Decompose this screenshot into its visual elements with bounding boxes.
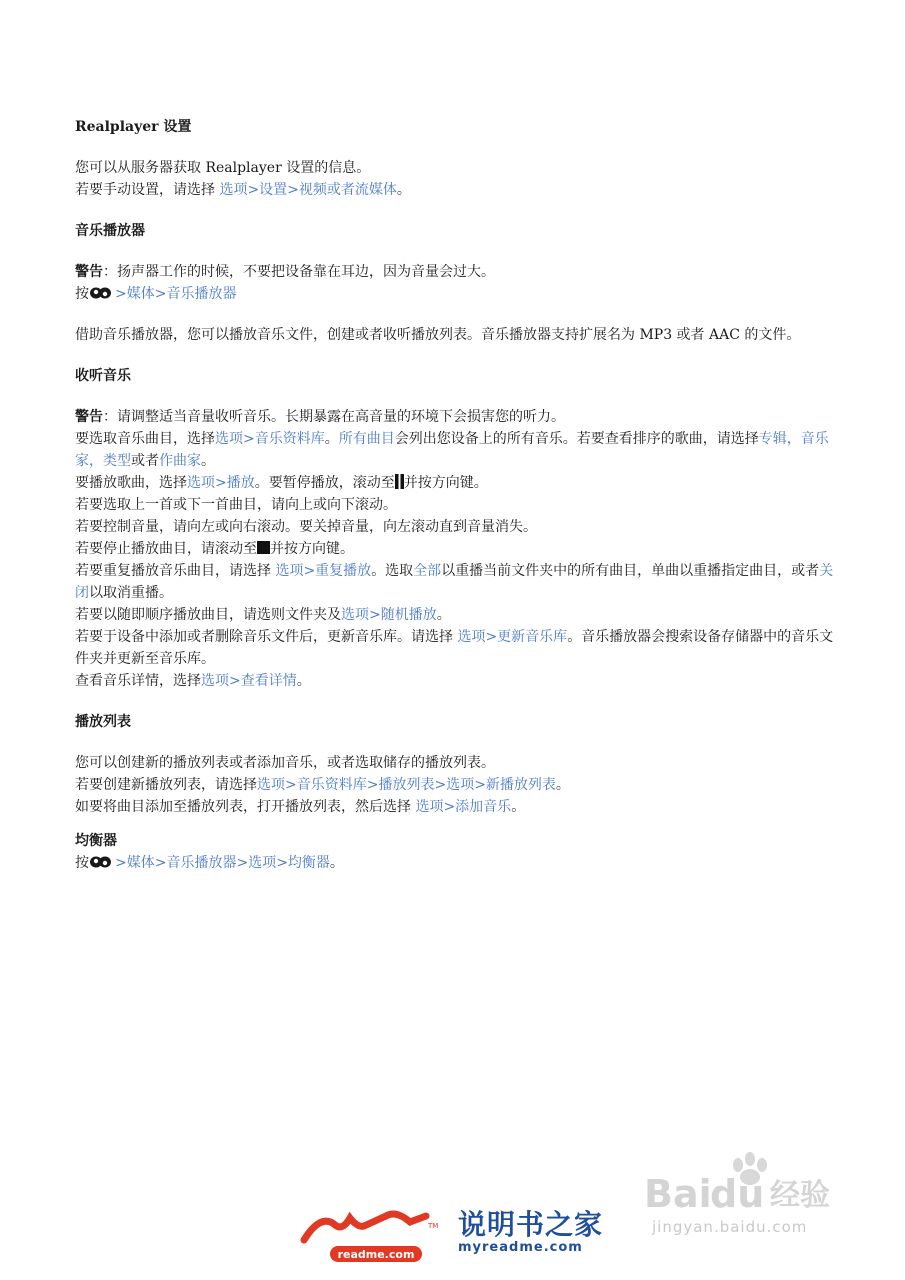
text: 若要创建新播放列表，请选择 bbox=[75, 777, 257, 793]
listen-line-update-library bbox=[75, 626, 840, 670]
music-player-description: 借助音乐播放器，您可以播放音乐文件，创建或者收听播放列表。音乐播放器支持扩展名为 MP3 或者 AAC 的文件。 bbox=[75, 327, 801, 343]
svg-text:du: du bbox=[710, 1172, 765, 1216]
listen-line-shuffle bbox=[75, 604, 840, 626]
warning-label: 警告 bbox=[75, 409, 103, 425]
listen-line-stop bbox=[75, 538, 840, 560]
text: 如要将曲目添加至播放列表，打开播放列表，然后选择 bbox=[75, 799, 416, 815]
text: 。 bbox=[329, 855, 344, 871]
menu-path-link[interactable]: 选项>重复播放 bbox=[275, 563, 372, 579]
menu-key-icon bbox=[89, 285, 115, 299]
menu-path-link[interactable]: 选项>添加音乐 bbox=[415, 799, 512, 815]
listen-line-volume: 若要控制音量，请向左或向右滚动。要关掉音量，向左滚动直到音量消失。 bbox=[75, 519, 537, 535]
music-player-warning bbox=[75, 261, 840, 283]
text: 。 bbox=[396, 182, 411, 198]
menu-path-link[interactable]: 选项>更新音乐库 bbox=[457, 629, 568, 645]
stop-icon bbox=[257, 539, 270, 552]
svg-text:TM: TM bbox=[428, 1222, 439, 1230]
watermark-url: jingyan.baidu.com bbox=[652, 1218, 808, 1236]
off-link[interactable]: 关闭 bbox=[75, 563, 834, 601]
equalizer-path bbox=[75, 852, 840, 874]
text: 。选取 bbox=[371, 563, 414, 579]
all-tracks-link[interactable]: 所有曲目 bbox=[338, 431, 395, 447]
playlist-line-1: 您可以创建新的播放列表或者添加音乐，或者选取储存的播放列表。 bbox=[75, 755, 495, 771]
composer-link[interactable]: 作曲家 bbox=[159, 453, 201, 469]
warning-text: ：扬声器工作的时候，不要把设备靠在耳边，因为音量会过大。 bbox=[103, 264, 495, 280]
text: 要选取音乐曲目，选择 bbox=[75, 431, 215, 447]
text: 。音乐播放器会搜索设备存储器中的音乐文件夹并更新至音乐库。 bbox=[75, 629, 834, 667]
listen-line-repeat bbox=[75, 560, 840, 604]
text: 。 bbox=[436, 607, 451, 623]
text: 并按方向键。 bbox=[403, 475, 488, 491]
text: 会列出您设备上的所有音乐。若要查看排序的歌曲，请选择 bbox=[394, 431, 759, 447]
svg-text:经验: 经验 bbox=[770, 1178, 830, 1213]
text: 以重播当前文件夹中的所有曲目，单曲以重播指定曲目，或者 bbox=[441, 563, 820, 579]
text: 要播放歌曲，选择 bbox=[75, 475, 187, 491]
myreadme-logo bbox=[300, 1206, 440, 1264]
pause-icon bbox=[395, 474, 404, 489]
text: 。 bbox=[511, 799, 526, 815]
section-title-realplayer: Realplayer 设置 bbox=[75, 119, 192, 135]
text: 。 bbox=[555, 777, 570, 793]
text: 。 bbox=[201, 453, 215, 469]
menu-path-link[interactable]: >媒体>音乐播放器 bbox=[115, 286, 237, 302]
text: 并按方向键。 bbox=[270, 541, 354, 557]
brand-name: 说明书之家 bbox=[458, 1208, 604, 1241]
section-title-listen: 收听音乐 bbox=[75, 368, 131, 384]
document-body bbox=[75, 116, 840, 874]
text: 。 bbox=[296, 673, 311, 689]
section-title-equalizer: 均衡器 bbox=[75, 833, 117, 849]
all-link[interactable]: 全部 bbox=[413, 563, 442, 579]
text: 若要手动设置，请选择 bbox=[75, 182, 220, 198]
brand-url: myreadme.com bbox=[458, 1240, 583, 1255]
listen-line-play bbox=[75, 472, 840, 494]
text: 若要以随即顺序播放曲目，请选则文件夹及 bbox=[75, 607, 341, 623]
listen-warning bbox=[75, 406, 840, 428]
playlist-line-2 bbox=[75, 774, 840, 796]
warning-label: 警告 bbox=[75, 264, 103, 280]
warning-text: ：请调整适当音量收听音乐。长期暴露在高音量的环境下会损害您的听力。 bbox=[103, 409, 565, 425]
footer bbox=[0, 1200, 905, 1270]
realplayer-line-1: 您可以从服务器获取 Realplayer 设置的信息。 bbox=[75, 160, 371, 176]
text: 或者 bbox=[131, 453, 159, 469]
text: 。 bbox=[324, 431, 339, 447]
playlist-line-3 bbox=[75, 796, 840, 818]
section-title-music-player: 音乐播放器 bbox=[75, 223, 145, 239]
section-title-playlist: 播放列表 bbox=[75, 714, 131, 730]
brand-block bbox=[458, 1210, 603, 1256]
listen-line-details bbox=[75, 670, 840, 692]
logo-small-text: readme.com bbox=[337, 1248, 415, 1261]
listen-line-prev-next: 若要选取上一首或下一首曲目，请向上或向下滚动。 bbox=[75, 497, 397, 513]
text: 按 bbox=[75, 286, 89, 302]
menu-path-link[interactable]: 选项>设置>视频或者流媒体 bbox=[219, 182, 397, 198]
menu-path-link[interactable]: 选项>音乐资料库>播放列表>选项>新播放列表 bbox=[257, 777, 556, 793]
menu-path-link[interactable]: 选项>随机播放 bbox=[341, 607, 437, 623]
text: 按 bbox=[75, 855, 89, 871]
text: 若要停止播放曲目，请滚动至 bbox=[75, 541, 257, 557]
svg-text:Bai: Bai bbox=[644, 1172, 712, 1216]
music-player-path bbox=[75, 283, 840, 305]
text: 以取消重播。 bbox=[89, 585, 173, 601]
menu-path-link[interactable]: 选项>音乐资料库 bbox=[215, 431, 325, 447]
text: 。要暂停播放，滚动至 bbox=[254, 475, 395, 491]
text: 查看音乐详情，选择 bbox=[75, 673, 201, 689]
menu-key-icon bbox=[89, 854, 115, 868]
realplayer-line-2 bbox=[75, 179, 840, 201]
menu-path-link[interactable]: 选项>播放 bbox=[187, 475, 255, 491]
menu-path-link[interactable]: 选项>查看详情 bbox=[201, 673, 297, 689]
listen-line-select bbox=[75, 428, 840, 472]
menu-path-link[interactable]: >媒体>音乐播放器>选项>均衡器 bbox=[115, 855, 330, 871]
text: 若要于设备中添加或者删除音乐文件后，更新音乐库。请选择 bbox=[75, 629, 458, 645]
text: 若要重复播放音乐曲目，请选择 bbox=[75, 563, 276, 579]
album-artist-genre-link[interactable]: 专辑，音乐家，类型 bbox=[75, 431, 829, 469]
